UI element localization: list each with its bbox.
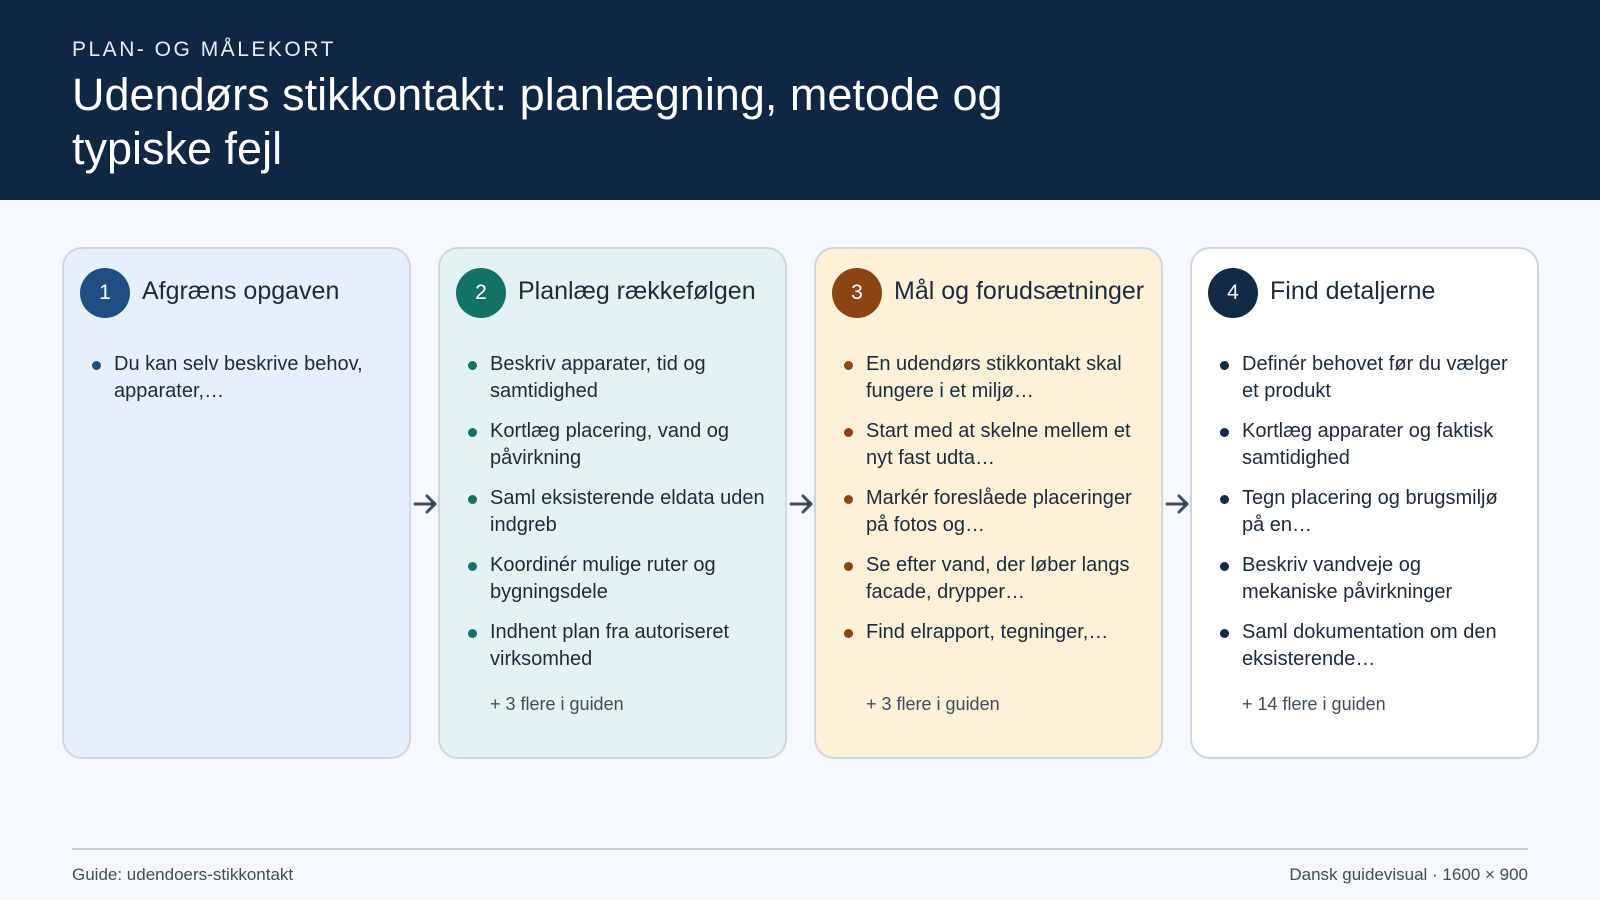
step-bullet-list [1218, 351, 1518, 686]
arrow-right-icon [789, 493, 815, 515]
step-bullet-list [466, 351, 766, 686]
list-item-text: Du kan selv beskrive behov, apparater,… [114, 353, 363, 402]
step-card-1 [62, 247, 411, 759]
bullet-dot-icon [1220, 562, 1229, 571]
bullet-dot-icon [1220, 361, 1229, 370]
step-card-2 [438, 247, 787, 759]
bullet-dot-icon [844, 428, 853, 437]
list-item [90, 351, 390, 405]
bullet-dot-icon [1220, 495, 1229, 504]
bullet-dot-icon [468, 629, 477, 638]
list-item-text: Indhent plan fra autoriseret virksomhed [490, 621, 730, 670]
footer-guide-label: Guide: udendoers-stikkontakt [72, 865, 294, 884]
list-item [466, 619, 766, 673]
step-cards [0, 247, 1600, 759]
list-item-text: Beskriv vandveje og mekaniske påvirkninger [1242, 554, 1453, 603]
step-heading: Afgræns opgaven [142, 277, 340, 305]
bullet-dot-icon [844, 361, 853, 370]
bullet-dot-icon [844, 629, 853, 638]
more-in-guide-link[interactable]: + 3 flere i guiden [490, 694, 624, 714]
list-item-text: Se efter vand, der løber langs facade, drypper… [866, 554, 1130, 603]
step-card-4 [1190, 247, 1539, 759]
bullet-dot-icon [1220, 629, 1229, 638]
list-item-text: Kortlæg placering, vand og påvirkning [490, 420, 730, 469]
list-item [466, 552, 766, 606]
list-item-text: Markér foreslåede placeringer på fotos og… [866, 487, 1132, 536]
list-item-text: Definér behovet før du vælger et produkt [1242, 353, 1508, 402]
list-item [466, 351, 766, 405]
step-card-3 [814, 247, 1163, 759]
step-heading: Planlæg rækkefølgen [518, 277, 756, 305]
page-title: Udendørs stikkontakt: planlægning, metode og typiske fejl [72, 69, 1003, 174]
step-bullet-list [842, 351, 1142, 659]
step-number-badge: 3 [832, 268, 882, 318]
list-item [842, 552, 1142, 606]
list-item-text: Saml eksisterende eldata uden indgreb [490, 487, 765, 536]
step-heading: Find detaljerne [1270, 277, 1436, 305]
bullet-dot-icon [468, 428, 477, 437]
step-number-badge: 1 [80, 268, 130, 318]
more-in-guide-link[interactable]: + 3 flere i guiden [866, 694, 1000, 714]
list-item [466, 418, 766, 472]
footer-meta-label: Dansk guidevisual · 1600 × 900 [1289, 865, 1528, 884]
list-item-text: En udendørs stikkontakt skal fungere i et miljø… [866, 353, 1122, 402]
list-item [1218, 552, 1518, 606]
arrow-right-icon [1165, 493, 1191, 515]
bullet-dot-icon [468, 361, 477, 370]
more-in-guide-link[interactable]: + 14 flere i guiden [1242, 694, 1386, 714]
list-item [842, 418, 1142, 472]
list-item [842, 619, 1142, 646]
list-item-text: Koordinér mulige ruter og bygningsdele [490, 554, 716, 603]
bullet-dot-icon [1220, 428, 1229, 437]
list-item-text: Beskriv apparater, tid og samtidighed [490, 353, 706, 402]
step-bullet-list [90, 351, 390, 418]
list-item-text: Saml dokumentation om den eksisterende… [1242, 621, 1497, 670]
list-item-text: Tegn placering og brugsmiljø på en… [1242, 487, 1498, 536]
bullet-dot-icon [468, 562, 477, 571]
list-item-text: Find elrapport, tegninger,… [866, 621, 1109, 643]
step-number-badge: 4 [1208, 268, 1258, 318]
list-item [1218, 619, 1518, 673]
arrow-right-icon [413, 493, 439, 515]
list-item [842, 351, 1142, 405]
footer-divider [72, 848, 1528, 850]
bullet-dot-icon [92, 361, 101, 370]
header [0, 0, 1600, 200]
bullet-dot-icon [844, 495, 853, 504]
list-item-text: Start med at skelne mellem et nyt fast udta… [866, 420, 1131, 469]
list-item [466, 485, 766, 539]
list-item [1218, 485, 1518, 539]
bullet-dot-icon [844, 562, 853, 571]
step-heading: Mål og forudsætninger [894, 277, 1145, 305]
list-item [842, 485, 1142, 539]
list-item-text: Kortlæg apparater og faktisk samtidighed [1242, 420, 1494, 469]
list-item [1218, 351, 1518, 405]
list-item [1218, 418, 1518, 472]
step-number-badge: 2 [456, 268, 506, 318]
eyebrow-label: PLAN- OG MÅLEKORT [72, 38, 336, 61]
bullet-dot-icon [468, 495, 477, 504]
